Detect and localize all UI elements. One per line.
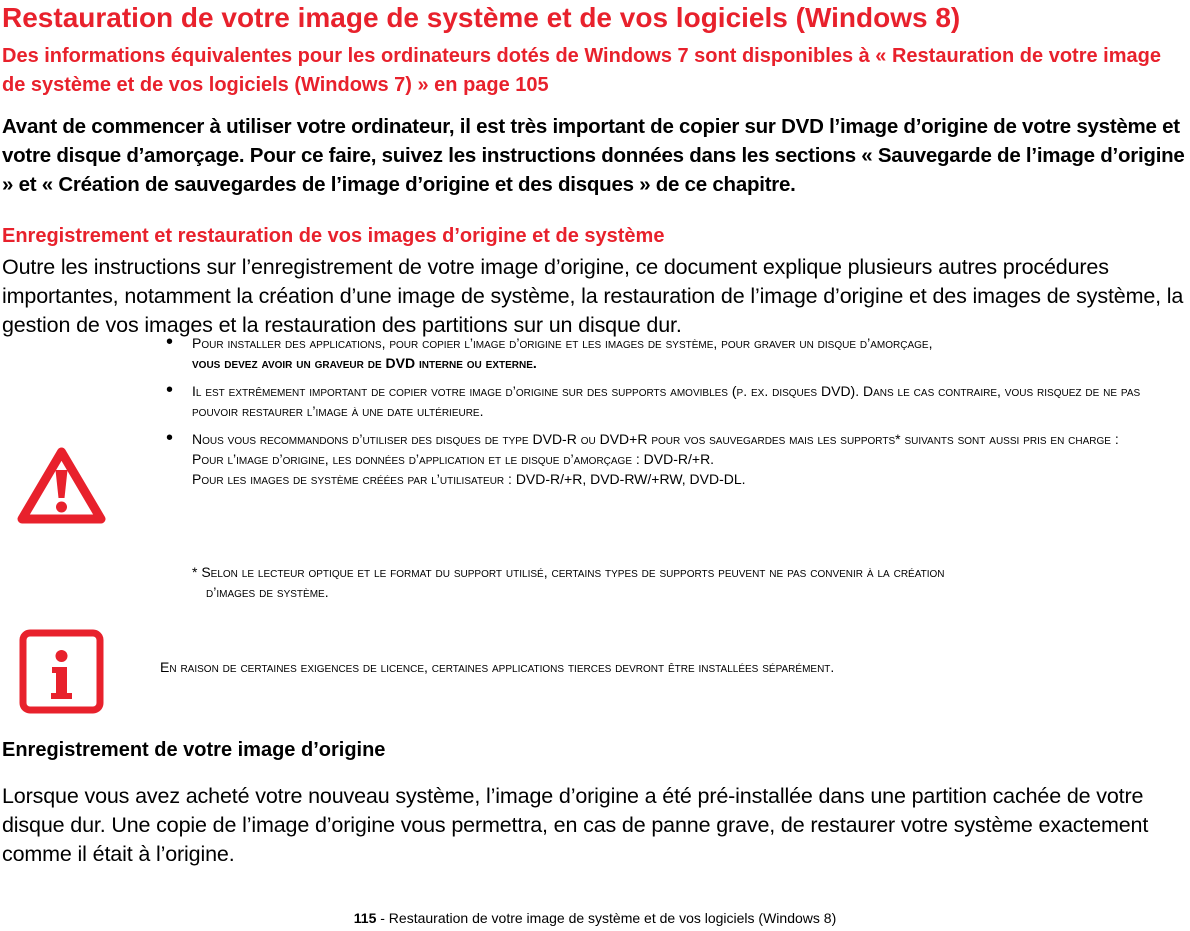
section-heading-save-restore: Enregistrement et restauration de vos images d’origine et de système xyxy=(2,225,665,247)
intro-paragraph: Avant de commencer à utiliser votre ordinateur, il est très important de copier sur DVD l’image d’origine de votre système et votre disque d’amorçage. Pour ce faire, suivez les instructions données dans les sections « Sauvegarde de l’image d’origine » et « Création de sauvegardes de l’image d’origine et des disques » de ce chapitre. xyxy=(2,115,1185,196)
section-paragraph-save-restore: Outre les instructions sur l’enregistrement de votre image d’origine, ce document explique plusieurs autres procédures importantes, notamment la création d’une image de système, la restauration de l’image d’origine et des images de système, la gestion de vos images et la restauration des partitions sur un disque dur. xyxy=(2,255,1184,337)
warning-bullet-removable-media xyxy=(160,381,1188,421)
section-paragraph-save-original: Lorsque vous avez acheté votre nouveau système, l’image d’origine a été pré-installée dans une partition cachée de votre disque dur. Une copie de l’image d’origine vous permettra, en cas de panne grave, de restaurer votre système exactement comme il était à l’origine. xyxy=(2,784,1149,866)
warning-bullet-list xyxy=(160,333,1188,497)
bullet-line: • Nous vous recommandons d’utiliser des disques de type DVD-R ou DVD+R pour vos sauvegardes mais les supports* suivants sont aussi pris en charge : xyxy=(192,431,1119,447)
bullet-line: Pour l’image d’origine, les données d’application et le disque d’amorçage : DVD-R/+R. xyxy=(192,451,715,467)
section-heading-save-original: Enregistrement de votre image d’origine xyxy=(2,739,386,761)
cross-reference-note: Des informations équivalentes pour les ordinateurs dotés de Windows 7 sont disponibles à « Restauration de votre image de système et de vos logiciels (Windows 7) » en page 105 xyxy=(2,45,1161,96)
info-icon xyxy=(19,629,104,714)
page-footer xyxy=(0,909,1190,927)
warning-footnote xyxy=(192,562,1188,602)
footnote-line: d’images de système. xyxy=(206,584,329,600)
warning-bullet-dvd-burner xyxy=(160,333,1188,373)
footnote-line: * Selon le lecteur optique et le format du support utilisé, certains types de supports peuvent ne pas convenir à la création xyxy=(192,564,945,580)
info-note-text: En raison de certaines exigences de licence, certaines applications tierces devront être installées séparément. xyxy=(160,659,835,675)
page-number: 115 xyxy=(353,910,377,926)
bullet-line: • Pour installer des applications, pour copier l’image d’origine et les images de système, pour graver un disque d’amorçage, xyxy=(192,335,933,351)
warning-bullet-disc-types xyxy=(160,429,1188,489)
bullet-line-emphasis: vous devez avoir un graveur de DVD interne ou externe. xyxy=(192,355,537,371)
warning-triangle-icon xyxy=(17,446,106,525)
bullet-line: Pour les images de système créées par l’utilisateur : DVD-R/+R, DVD-RW/+RW, DVD-DL. xyxy=(192,471,746,487)
page-title: Restauration de votre image de système et de vos logiciels (Windows 8) xyxy=(2,2,961,33)
footer-chapter-title: - Restauration de votre image de système et de vos logiciels (Windows 8) xyxy=(376,910,837,926)
bullet-line: • Il est extrêmement important de copier votre image d’origine sur des supports amovibles (p. ex. disques DVD). Dans le cas contraire, vous risquez de ne pas pouvoir restaurer l’image à une date ultérieure. xyxy=(192,383,1141,419)
